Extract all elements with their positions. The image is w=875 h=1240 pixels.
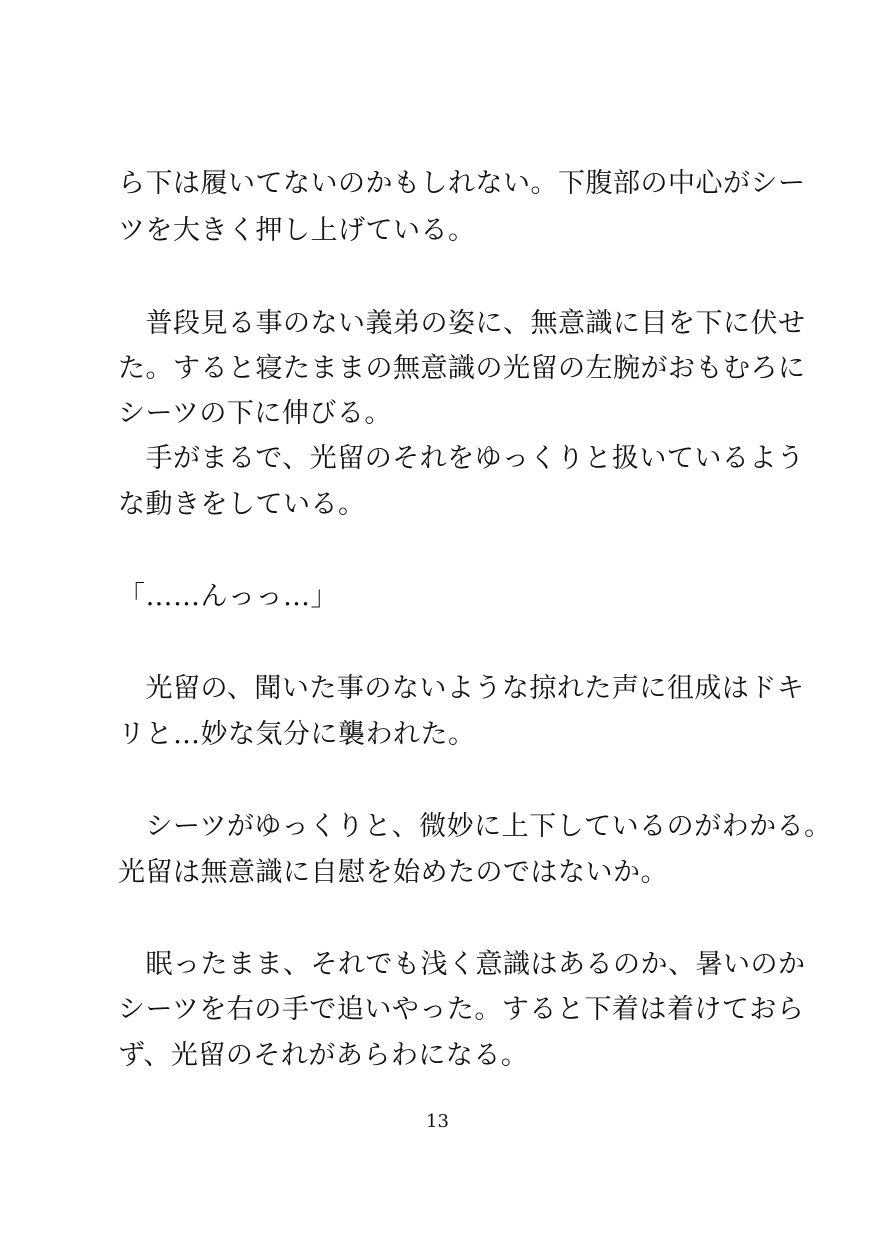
text-line: な動きをしている。 — [118, 489, 366, 520]
page-number: 13 — [426, 1111, 449, 1132]
text-line: た。すると寝たままの無意識の光留の左腕がおもむろに — [118, 353, 806, 384]
text-line: リと…妙な気分に襲われた。 — [118, 719, 476, 750]
text-line: ず、光留のそれがあらわになる。 — [118, 1040, 529, 1071]
text-line: 手がまるで、光留のそれをゆっくりと扱いているよう — [118, 443, 805, 474]
dialogue-line: 「……んっっ…」 — [118, 581, 338, 612]
text-line: 眠ったまま、それでも浅く意識はあるのか、暑いのか — [118, 949, 806, 980]
text-line: 普段見る事のない義弟の姿に、無意識に目を下に伏せ — [118, 308, 806, 339]
text-line: ツを大きく押し上げている。 — [118, 215, 476, 246]
text-line: シーツがゆっくりと、微妙に上下しているのがわかる。 — [118, 811, 832, 842]
text-line: ら下は履いてないのかもしれない。下腹部の中心がシー — [118, 168, 806, 199]
text-line: シーツを右の手で追いやった。すると下着は着けておら — [118, 994, 805, 1025]
text-line: シーツの下に伸びる。 — [118, 398, 392, 429]
text-line: 光留の、聞いた事のないような掠れた声に徂成はドキ — [118, 673, 805, 704]
text-line: 光留は無意識に自慰を始めたのではないか。 — [118, 857, 668, 888]
